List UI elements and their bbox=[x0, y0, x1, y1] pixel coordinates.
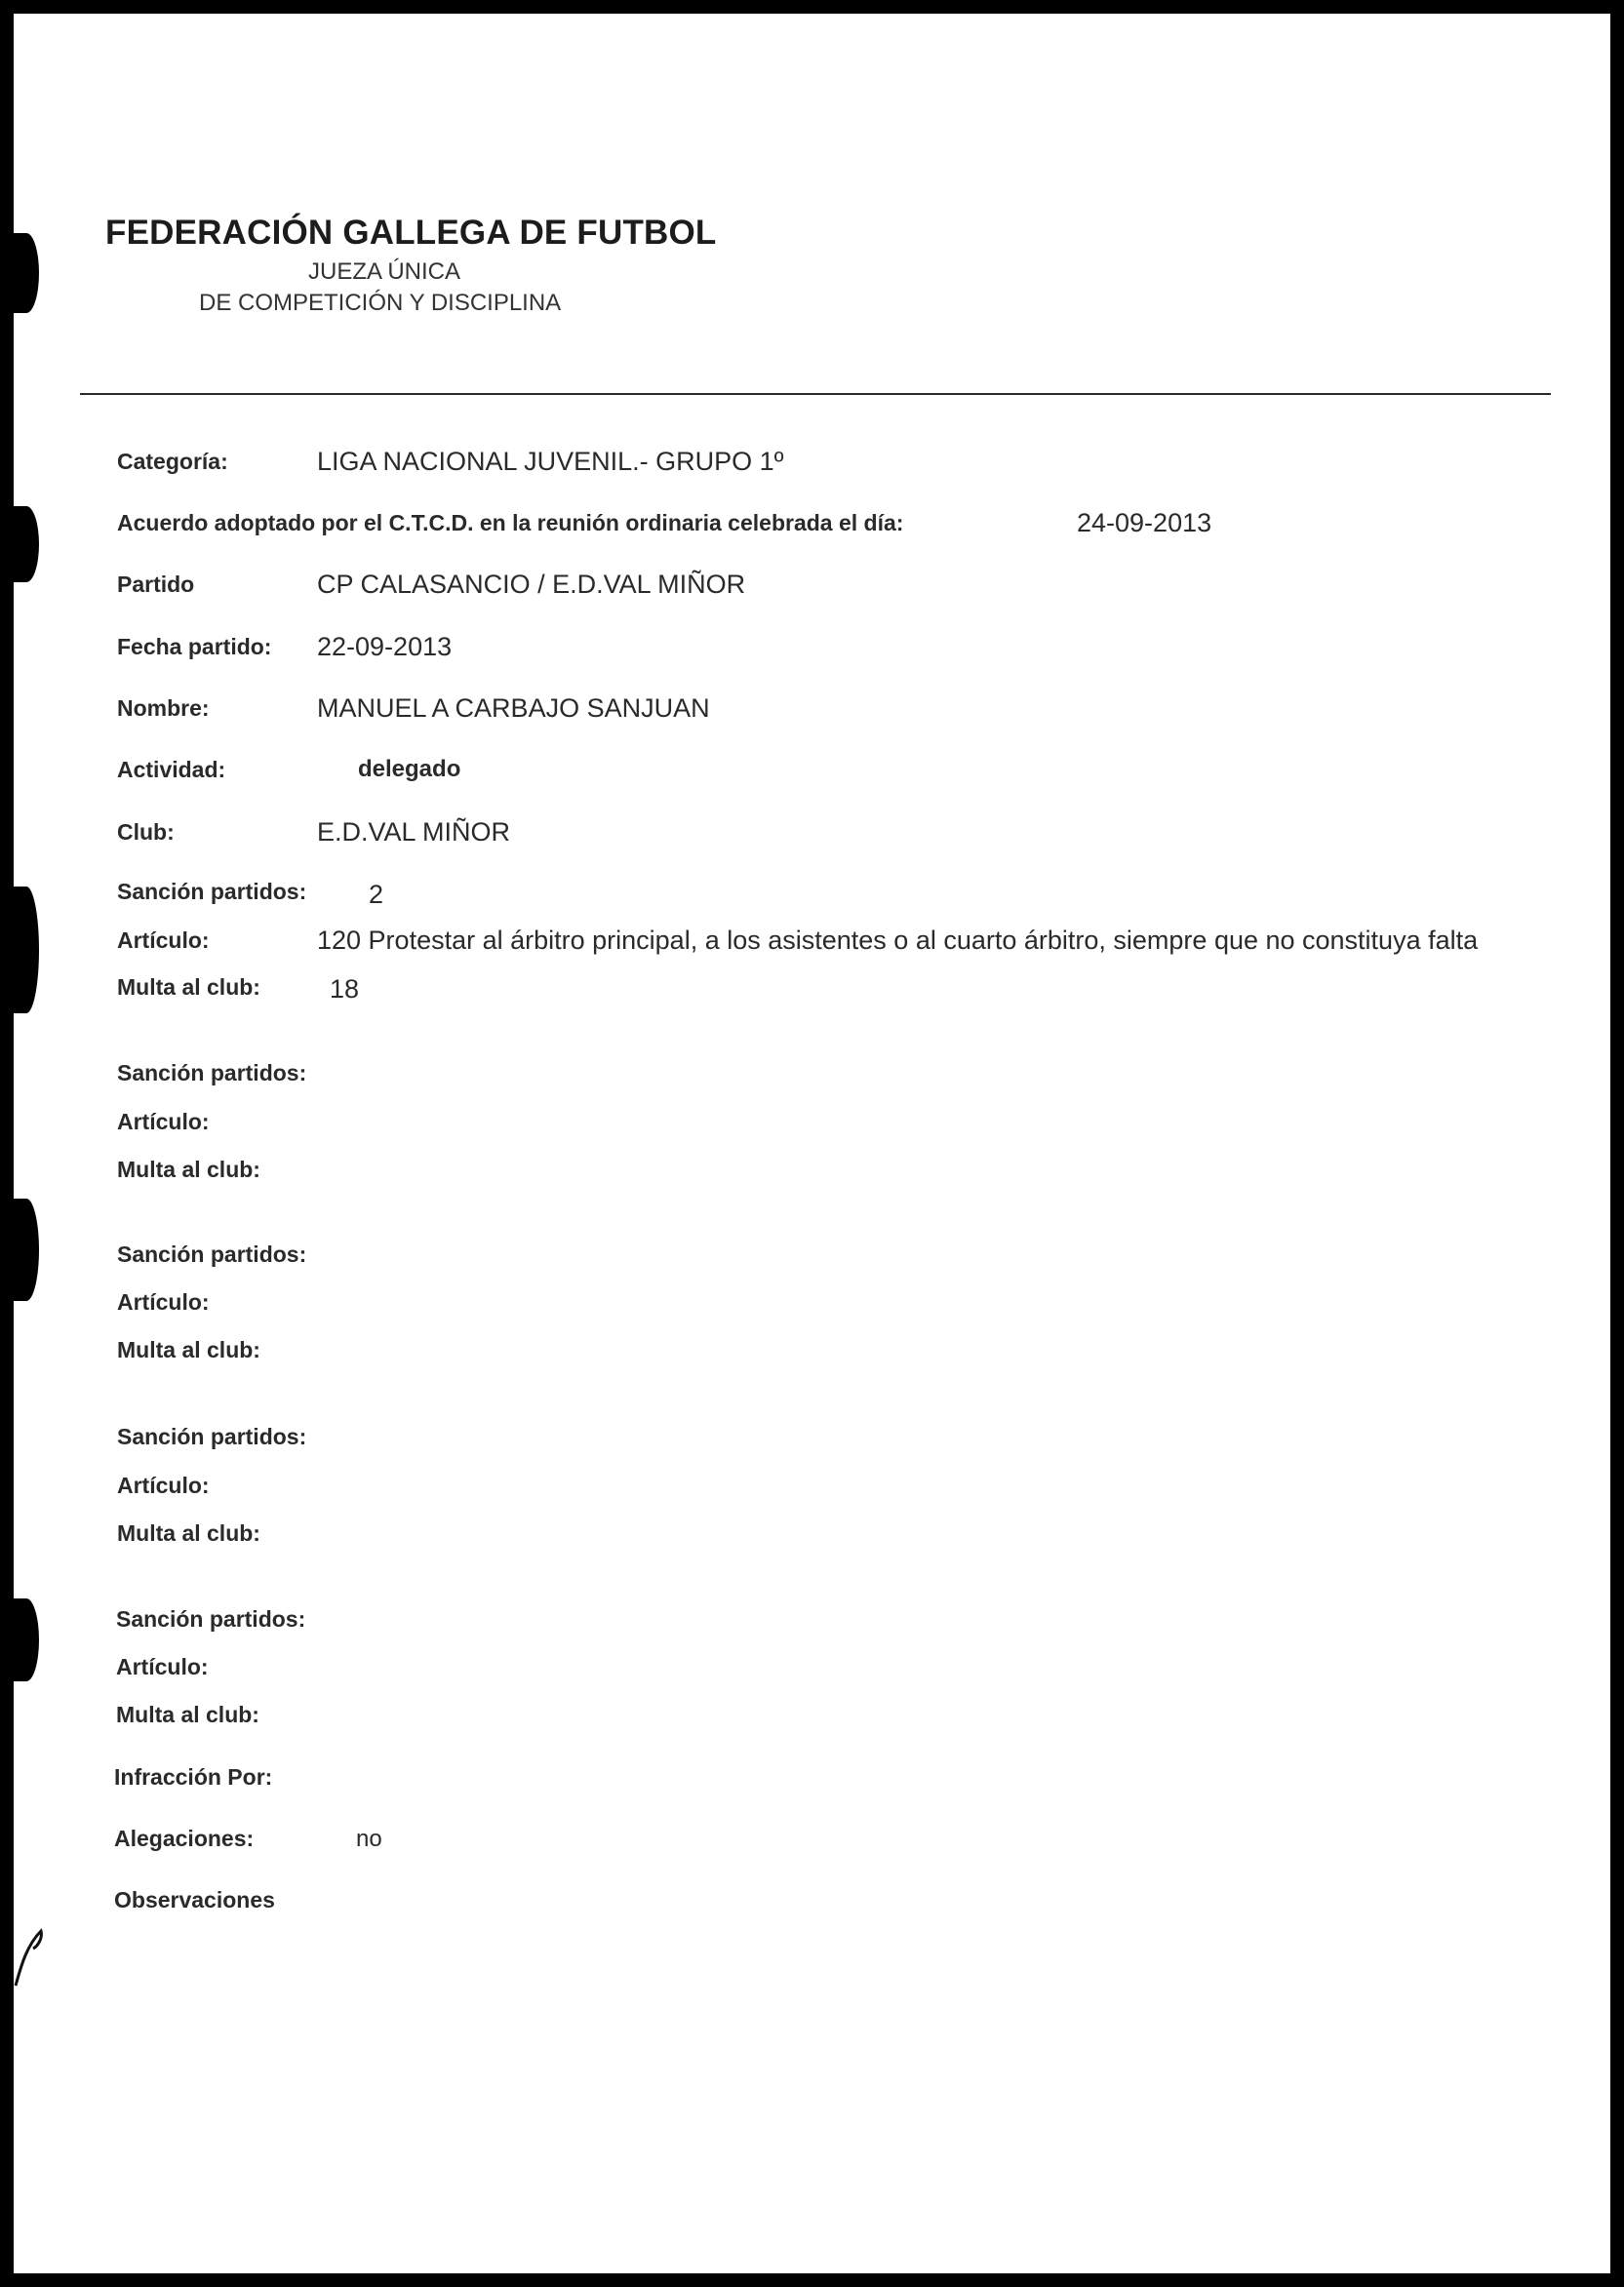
sancion-partidos-value: 2 bbox=[369, 880, 384, 909]
document-page bbox=[14, 14, 1610, 2273]
multa-club-label: Multa al club: bbox=[117, 1337, 260, 1362]
club-value: E.D.VAL MIÑOR bbox=[317, 817, 511, 847]
binder-hole-mark bbox=[14, 233, 39, 313]
club-label: Club: bbox=[117, 819, 175, 845]
sancion-partidos-label: Sanción partidos: bbox=[117, 879, 307, 904]
subtitle-line2: DE COMPETICIÓN Y DISCIPLINA bbox=[199, 290, 562, 316]
sancion-partidos-label: Sanción partidos: bbox=[117, 1242, 307, 1267]
multa-club-label: Multa al club: bbox=[117, 1520, 260, 1546]
binder-hole-mark bbox=[14, 887, 39, 1013]
organization-title: FEDERACIÓN GALLEGA DE FUTBOL bbox=[105, 214, 717, 252]
articulo-label: Artículo: bbox=[117, 1109, 210, 1134]
binder-hole-mark bbox=[14, 1598, 39, 1681]
articulo-label: Artículo: bbox=[116, 1654, 209, 1679]
observaciones-label: Observaciones bbox=[114, 1887, 275, 1912]
articulo-label: Artículo: bbox=[117, 1289, 210, 1315]
infraccion-label: Infracción Por: bbox=[114, 1764, 273, 1790]
articulo-label: Artículo: bbox=[117, 1473, 210, 1498]
pen-stroke-mark bbox=[14, 1925, 53, 1993]
articulo-value: 120 Protestar al árbitro principal, a los asistentes o al cuarto árbitro, siempre que no constituya falta bbox=[317, 926, 1479, 955]
subtitle-line1: JUEZA ÚNICA bbox=[308, 258, 461, 285]
multa-club-label: Multa al club: bbox=[117, 1157, 260, 1182]
acuerdo-label: Acuerdo adoptado por el C.T.C.D. en la reunión ordinaria celebrada el día: bbox=[117, 510, 904, 535]
actividad-label: Actividad: bbox=[117, 757, 226, 782]
fecha-partido-label: Fecha partido: bbox=[117, 634, 272, 659]
partido-value: CP CALASANCIO / E.D.VAL MIÑOR bbox=[317, 570, 746, 599]
acuerdo-value: 24-09-2013 bbox=[1077, 508, 1212, 537]
articulo-label: Artículo: bbox=[117, 927, 210, 953]
categoria-label: Categoría: bbox=[117, 449, 228, 474]
actividad-value: delegado bbox=[358, 756, 461, 782]
binder-hole-mark bbox=[14, 1199, 39, 1301]
alegaciones-label: Alegaciones: bbox=[114, 1826, 255, 1851]
nombre-label: Nombre: bbox=[117, 695, 210, 721]
partido-label: Partido bbox=[117, 572, 195, 597]
binder-hole-mark bbox=[14, 506, 39, 582]
multa-club-value: 18 bbox=[330, 974, 360, 1004]
multa-club-label: Multa al club: bbox=[117, 974, 260, 1000]
sancion-partidos-label: Sanción partidos: bbox=[117, 1424, 307, 1449]
sancion-partidos-label: Sanción partidos: bbox=[116, 1606, 306, 1632]
sancion-partidos-label: Sanción partidos: bbox=[117, 1060, 307, 1085]
alegaciones-value: no bbox=[356, 1826, 382, 1852]
categoria-value: LIGA NACIONAL JUVENIL.- GRUPO 1º bbox=[317, 447, 784, 476]
header-divider bbox=[80, 393, 1551, 395]
nombre-value: MANUEL A CARBAJO SANJUAN bbox=[317, 693, 710, 723]
fecha-partido-value: 22-09-2013 bbox=[317, 632, 453, 661]
multa-club-label: Multa al club: bbox=[116, 1702, 259, 1727]
